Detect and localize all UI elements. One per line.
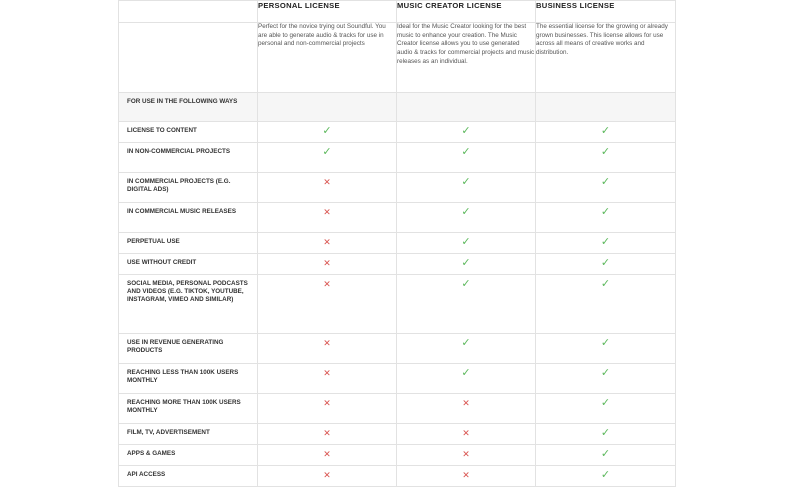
mark-cell-business xyxy=(536,173,676,203)
feature-label: API ACCESS xyxy=(119,466,258,487)
description-row xyxy=(119,23,676,93)
mark-cell-music-creator xyxy=(397,203,536,233)
check-icon: ✓ xyxy=(600,125,611,137)
mark-cell-personal xyxy=(258,173,397,203)
mark-cell-business xyxy=(536,466,676,487)
check-icon: ✓ xyxy=(600,448,611,460)
feature-row xyxy=(119,233,676,254)
cross-icon: ✕ xyxy=(323,398,331,408)
feature-label: PERPETUAL USE xyxy=(119,233,258,254)
cross-icon: ✕ xyxy=(462,470,470,480)
feature-label: LICENSE TO CONTENT xyxy=(119,122,258,143)
feature-label: APPS & GAMES xyxy=(119,445,258,466)
header-empty-cell xyxy=(119,1,258,23)
feature-label: USE WITHOUT CREDIT xyxy=(119,254,258,275)
section-blank-cell xyxy=(536,93,676,122)
mark-cell-personal xyxy=(258,466,397,487)
mark-cell-business xyxy=(536,233,676,254)
feature-row xyxy=(119,466,676,487)
cross-icon: ✕ xyxy=(323,207,331,217)
mark-cell-personal xyxy=(258,254,397,275)
check-icon: ✓ xyxy=(600,397,611,409)
section-label: FOR USE IN THE FOLLOWING WAYS xyxy=(119,93,258,122)
mark-cell-personal xyxy=(258,143,397,173)
check-icon: ✓ xyxy=(600,176,611,188)
mark-cell-personal xyxy=(258,203,397,233)
feature-label: REACHING LESS THAN 100K USERS MONTHLY xyxy=(119,364,258,394)
cross-icon: ✕ xyxy=(323,428,331,438)
check-icon: ✓ xyxy=(600,337,611,349)
check-icon: ✓ xyxy=(461,337,471,349)
mark-cell-personal xyxy=(258,424,397,445)
license-comparison xyxy=(118,0,675,488)
mark-cell-personal xyxy=(258,445,397,466)
mark-cell-business xyxy=(536,394,676,424)
check-icon: ✓ xyxy=(461,206,471,218)
check-icon: ✓ xyxy=(461,257,471,269)
feature-label: USE IN REVENUE GENERATING PRODUCTS xyxy=(119,334,258,364)
mark-cell-music-creator xyxy=(397,233,536,254)
check-icon: ✓ xyxy=(600,367,611,379)
header-row xyxy=(119,1,676,23)
check-icon: ✓ xyxy=(461,125,471,137)
mark-cell-personal xyxy=(258,275,397,334)
mark-cell-music-creator xyxy=(397,122,536,143)
license-table xyxy=(118,0,676,487)
cross-icon: ✕ xyxy=(323,177,331,187)
mark-cell-business xyxy=(536,364,676,394)
mark-cell-business xyxy=(536,143,676,173)
feature-row xyxy=(119,364,676,394)
description-empty-cell xyxy=(119,23,258,93)
check-icon: ✓ xyxy=(461,278,471,290)
mark-cell-music-creator xyxy=(397,173,536,203)
check-icon: ✓ xyxy=(600,427,611,439)
mark-cell-business xyxy=(536,334,676,364)
cross-icon: ✕ xyxy=(323,470,331,480)
check-icon: ✓ xyxy=(600,278,611,290)
mark-cell-personal xyxy=(258,394,397,424)
description-personal: Perfect for the novice trying out Soundful. You are able to generate audio & tracks for use in personal and non-commercial projects xyxy=(258,23,397,93)
mark-cell-business xyxy=(536,424,676,445)
feature-row xyxy=(119,254,676,275)
mark-cell-music-creator xyxy=(397,275,536,334)
mark-cell-music-creator xyxy=(397,364,536,394)
feature-row xyxy=(119,122,676,143)
feature-row xyxy=(119,173,676,203)
mark-cell-business xyxy=(536,445,676,466)
cross-icon: ✕ xyxy=(462,428,470,438)
column-title-personal: PERSONAL LICENSE xyxy=(258,1,397,23)
cross-icon: ✕ xyxy=(323,368,331,378)
cross-icon: ✕ xyxy=(462,449,470,459)
mark-cell-music-creator xyxy=(397,334,536,364)
feature-label: REACHING MORE THAN 100K USERS MONTHLY xyxy=(119,394,258,424)
mark-cell-music-creator xyxy=(397,466,536,487)
feature-row xyxy=(119,424,676,445)
feature-row xyxy=(119,143,676,173)
cross-icon: ✕ xyxy=(323,279,331,289)
column-title-business: BUSINESS LICENSE xyxy=(536,1,676,23)
mark-cell-personal xyxy=(258,334,397,364)
description-business: The essential license for the growing or already grown businesses. This license allows for use across all means of creative works and distribution. xyxy=(536,23,676,93)
cross-icon: ✕ xyxy=(462,398,470,408)
check-icon: ✓ xyxy=(600,206,611,218)
mark-cell-music-creator xyxy=(397,424,536,445)
check-icon: ✓ xyxy=(461,146,471,158)
cross-icon: ✕ xyxy=(323,338,331,348)
feature-row xyxy=(119,334,676,364)
mark-cell-personal xyxy=(258,364,397,394)
mark-cell-business xyxy=(536,275,676,334)
mark-cell-music-creator xyxy=(397,254,536,275)
cross-icon: ✕ xyxy=(323,237,331,247)
cross-icon: ✕ xyxy=(323,449,331,459)
feature-label: FILM, TV, ADVERTISEMENT xyxy=(119,424,258,445)
feature-label: IN NON-COMMERCIAL PROJECTS xyxy=(119,143,258,173)
check-icon: ✓ xyxy=(600,146,611,158)
mark-cell-music-creator xyxy=(397,394,536,424)
mark-cell-music-creator xyxy=(397,445,536,466)
mark-cell-business xyxy=(536,122,676,143)
feature-row xyxy=(119,394,676,424)
feature-label: IN COMMERCIAL PROJECTS (E.G. DIGITAL ADS) xyxy=(119,173,258,203)
check-icon: ✓ xyxy=(600,257,611,269)
feature-row xyxy=(119,445,676,466)
check-icon: ✓ xyxy=(461,176,471,188)
section-row xyxy=(119,93,676,122)
section-blank-cell xyxy=(397,93,536,122)
check-icon: ✓ xyxy=(461,367,471,379)
section-blank-cell xyxy=(258,93,397,122)
feature-label: SOCIAL MEDIA, PERSONAL PODCASTS AND VIDEOS (E.G. TIKTOK, YOUTUBE, INSTAGRAM, VIMEO AND SIMILAR) xyxy=(119,275,258,334)
feature-row xyxy=(119,275,676,334)
description-music-creator: Ideal for the Music Creator looking for the best music to enhance your creation. The Music Creator license allows you to use generated audio & tracks for commercial projects and music releases as an individual. xyxy=(397,23,536,93)
check-icon: ✓ xyxy=(461,236,471,248)
feature-label: IN COMMERCIAL MUSIC RELEASES xyxy=(119,203,258,233)
check-icon: ✓ xyxy=(322,146,332,158)
check-icon: ✓ xyxy=(600,469,611,481)
mark-cell-business xyxy=(536,203,676,233)
column-title-music-creator: MUSIC CREATOR LICENSE xyxy=(397,1,536,23)
mark-cell-music-creator xyxy=(397,143,536,173)
mark-cell-personal xyxy=(258,233,397,254)
mark-cell-business xyxy=(536,254,676,275)
check-icon: ✓ xyxy=(600,236,611,248)
check-icon: ✓ xyxy=(322,125,332,137)
feature-row xyxy=(119,203,676,233)
mark-cell-personal xyxy=(258,122,397,143)
cross-icon: ✕ xyxy=(323,258,331,268)
